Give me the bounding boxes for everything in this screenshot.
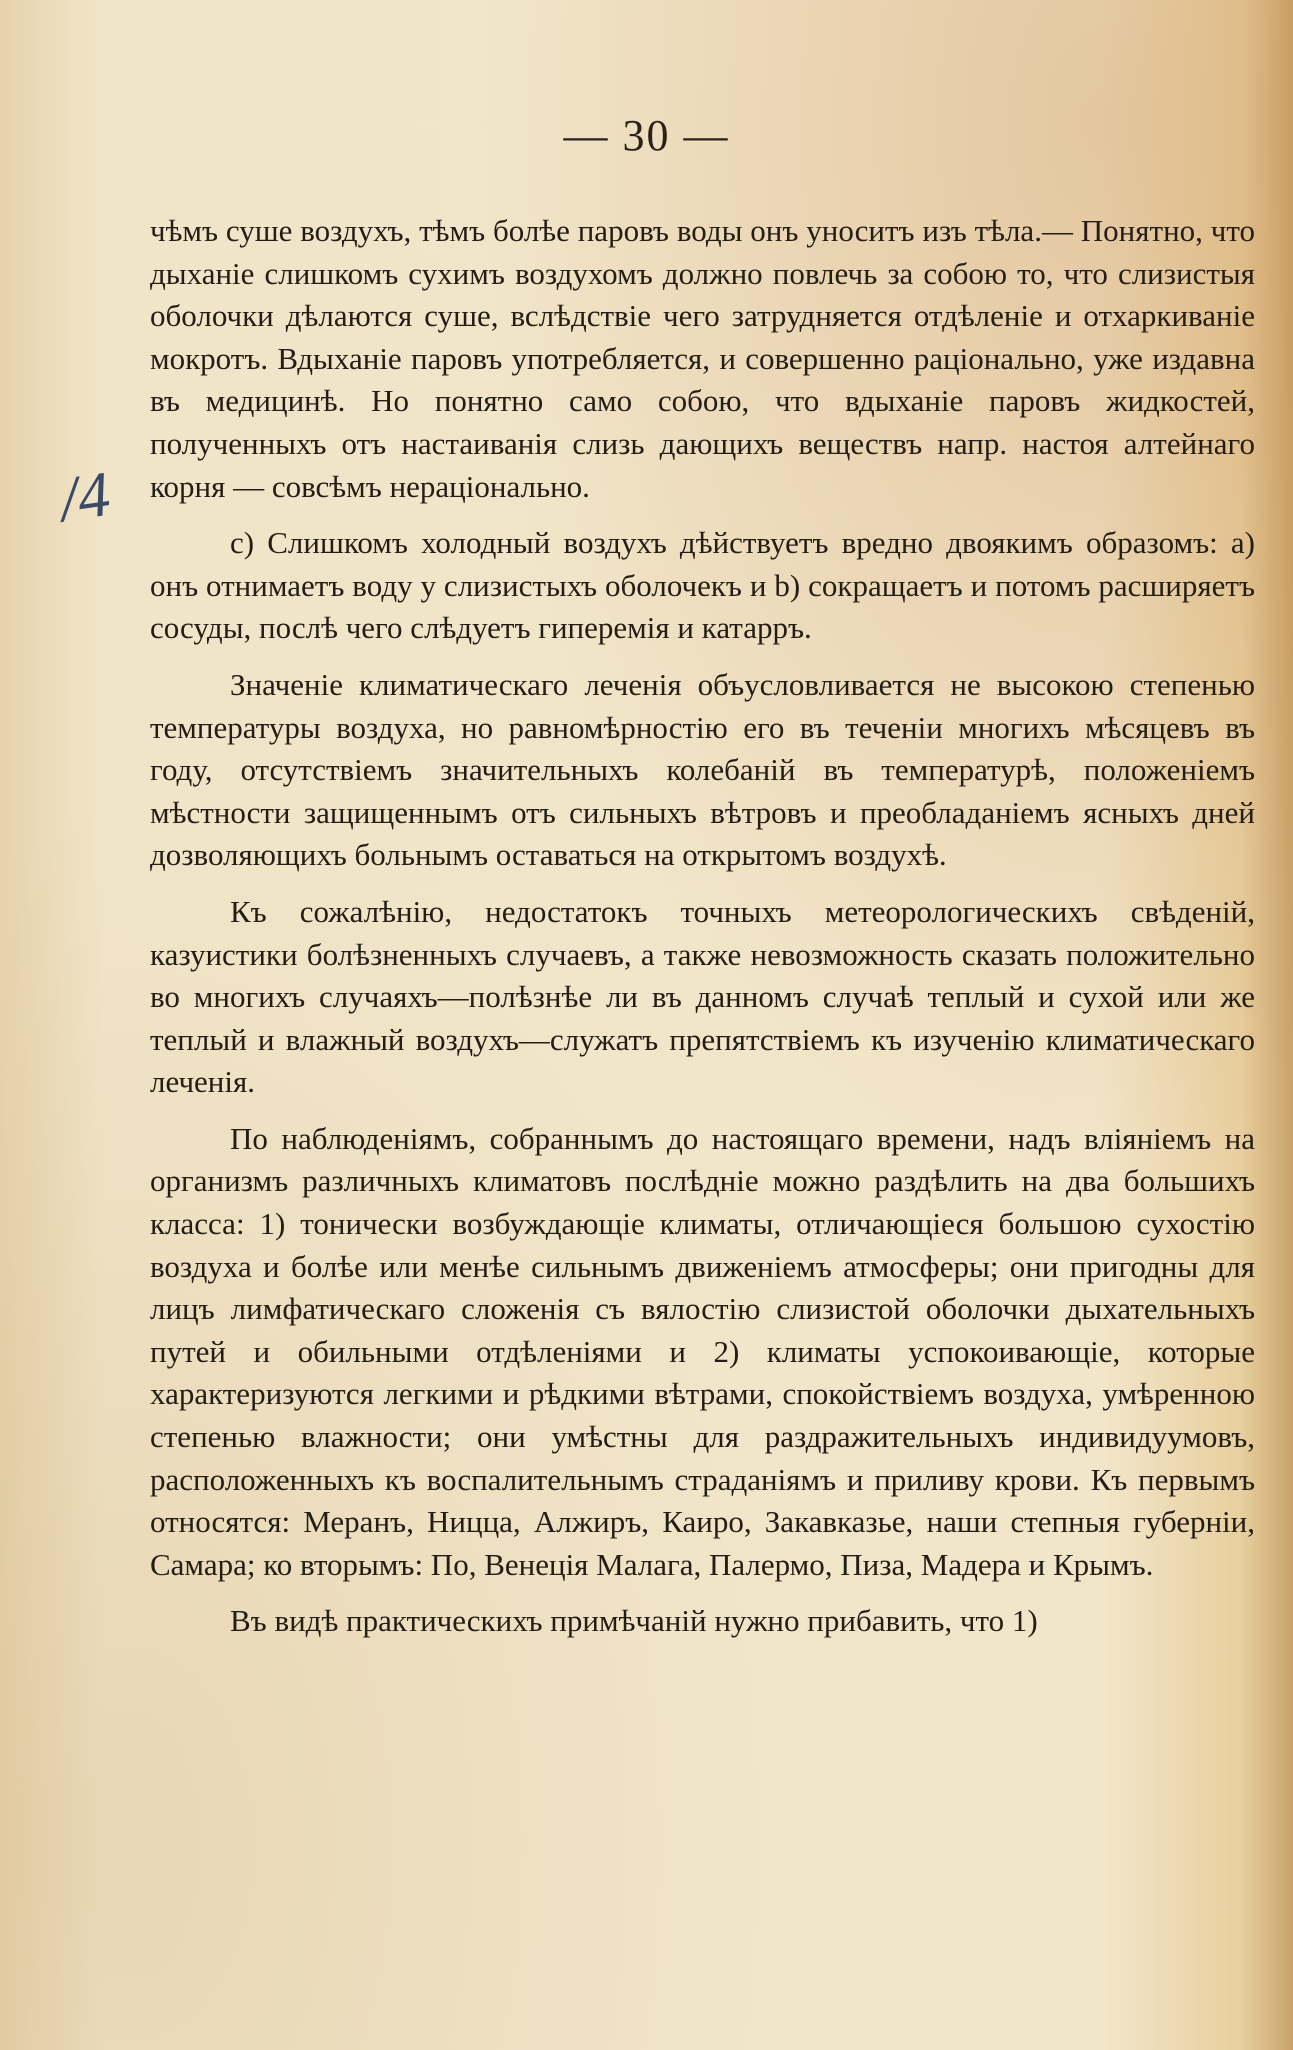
paragraph-2: c) Слишкомъ холодный воздухъ дѣйствуетъ вредно двоякимъ образомъ: a) онъ отнимаетъ воду у слизистыхъ оболочекъ и b) сокращаетъ и потомъ расширяетъ сосуды, послѣ чего слѣдуетъ гиперемія и катарръ. bbox=[150, 525, 1255, 646]
page-number: — 30 — bbox=[563, 111, 730, 160]
paragraph-5: По наблюденіямъ, собраннымъ до настоящаго времени, надъ вліяніемъ на организмъ различныхъ климатовъ послѣдніе можно раздѣлить на два большихъ класса: 1) тонически возбуждающіе климаты, отличающіеся большою сухостію воздуха и болѣе или менѣе сильнымъ движеніемъ атмосферы; они пригодны для лицъ лимфатическаго сложенія съ вялостію слизистой оболочки дыхательныхъ путей и обильными отдѣленіями и 2) климаты успокоивающіе, которые характеризуются легкими и рѣдкими вѣтрами, спокойствіемъ воздуха, умѣренною степенью влажности; они умѣстны для раздражительныхъ индивидуумовъ, расположенныхъ къ воспалительнымъ страданіямъ и приливу крови. Къ первымъ относятся: Меранъ, Ницца, Алжиръ, Каиро, Закавказье, наши степныя губерніи, Самара; ко вторымъ: По, Венеція Малага, Палермо, Пиза, Мадера и Крымъ. bbox=[150, 1120, 1255, 1582]
paragraph-6: Въ видѣ практическихъ примѣчаній нужно прибавить, что 1) bbox=[230, 1603, 1038, 1639]
paragraph-3: Значеніе климатическаго леченія объусловливается не высокою степенью температуры воздуха, но равномѣрностію его въ теченіи многихъ мѣсяцевъ въ году, отсутствіемъ значительныхъ колебаній въ температурѣ, положеніемъ мѣстности защищеннымъ отъ сильныхъ вѣтровъ и преобладаніемъ ясныхъ дней дозволяющихъ больнымъ оставаться на открытомъ воздухѣ. bbox=[150, 666, 1255, 873]
margin-handwritten-note: /4 bbox=[55, 457, 115, 536]
paragraph-4: Къ сожалѣнію, недостатокъ точныхъ метеорологическихъ свѣденій, казуистики болѣзненныхъ случаевъ, а также невозможность сказать положительно во многихъ случаяхъ—полѣзнѣе ли въ данномъ случаѣ теплый и сухой или же теплый и влажный воздухъ—служатъ препятствіемъ къ изученію климатическаго леченія. bbox=[150, 893, 1255, 1100]
page-body bbox=[150, 210, 1255, 1643]
paragraph-1: чѣмъ суше воздухъ, тѣмъ болѣе паровъ воды онъ уноситъ изъ тѣла.— Понятно, что дыханіе слишкомъ сухимъ воздухомъ должно повлечь за собою то, что слизистыя оболочки дѣлаются суше, вслѣдствіе чего затрудняется отдѣленіе и отхаркиваніе мокротъ. Вдыханіе паровъ употребляется, и совершенно раціонально, уже издавна въ медицинѣ. Но понятно само собою, что вдыханіе паровъ жидкостей, полученныхъ отъ настаиванія слизь дающихъ веществъ напр. настоя алтейнаго корня — совсѣмъ нераціонально. bbox=[150, 213, 1255, 504]
